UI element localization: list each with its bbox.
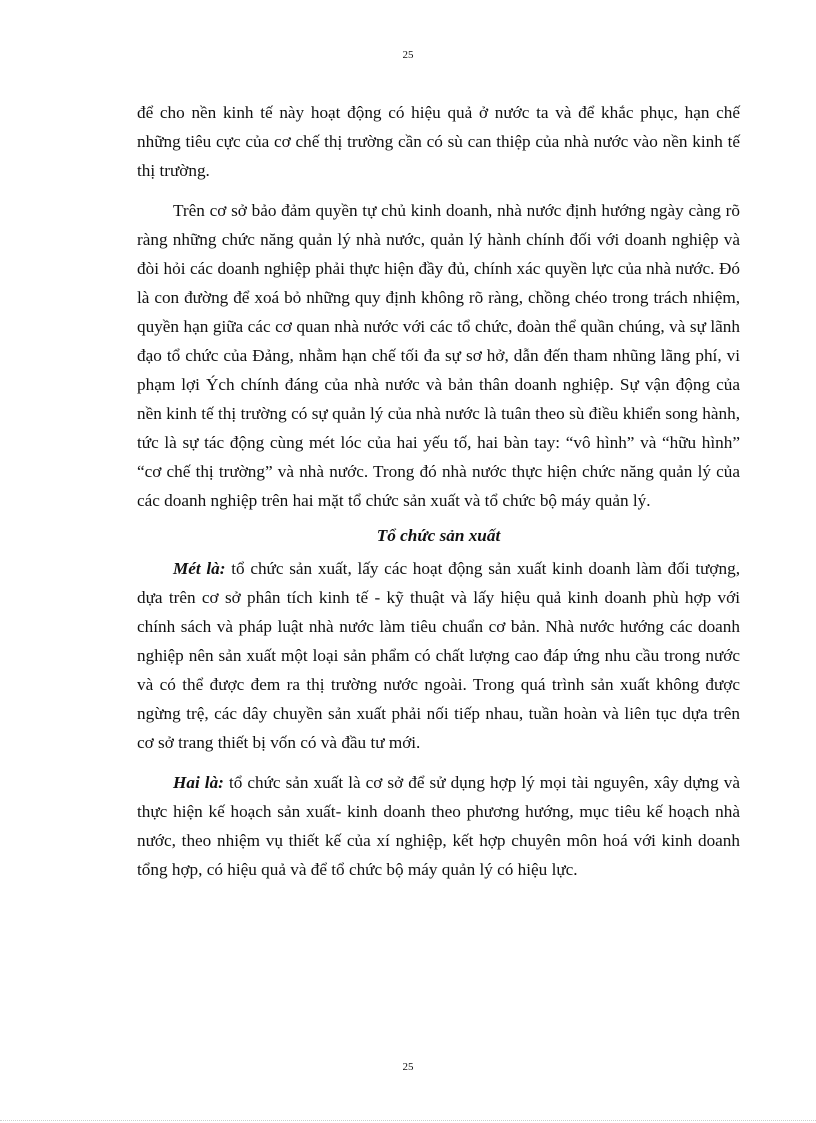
paragraph-4 [137, 768, 740, 884]
page-number-top: 25 [402, 49, 414, 61]
section-heading: Tổ chức sản xuất [376, 526, 501, 545]
document-body [137, 98, 740, 884]
paragraph-3 [137, 554, 740, 757]
page-number-bottom: 25 [402, 1061, 414, 1073]
page-bottom-divider [0, 1120, 816, 1121]
paragraph-2: Trên cơ sở bảo đảm quyền tự chủ kinh doanh, nhà nước định hướng ngày càng rõ ràng những chức năng quản lý nhà nước, quản lý hành chính đối với doanh nghiệp và đòi hỏi các doanh nghiệp phải thực hiện đầy đủ, chính xác quyền lực của nhà nước. Đó là con đường để xoá bỏ những quy định không rõ ràng, chồng chéo trong trách nhiệm, quyền hạn giữa các cơ quan nhà nước với các tổ chức, đoàn thể quần chúng, và sự lãnh đạo tổ chức của Đảng, nhằm hạn chế tối đa sự sơ hở, dẫn đến tham nhũng lãng phí, vi phạm lợi Ých chính đáng của nhà nước và bản thân doanh nghiệp. Sự vận động của nền kinh tế thị trường có sự quản lý của nhà nước là tuân theo sù điều khiển song hành, tức là sự tác động cùng mét lóc của hai yếu tố, hai bàn tay: “vô hình” và “hữu hình” “cơ chế thị trường” và nhà nước. Trong đó nhà nước thực hiện chức năng quản lý của các doanh nghiệp trên hai mặt tổ chức sản xuất và tổ chức bộ máy quản lý. [137, 201, 740, 510]
paragraph-1: để cho nền kinh tế này hoạt động có hiệu quả ở nước ta và để khắc phục, hạn chế những tiêu cực của cơ chế thị trường cần có sù can thiệp của nhà nước vào nền kinh tế thị trường. [137, 103, 740, 180]
paragraph-3-text: tổ chức sản xuất, lấy các hoạt động sản xuất kinh doanh làm đối tượng, dựa trên cơ sở phân tích kinh tế - kỹ thuật và lấy hiệu quả kinh doanh phù hợp với chính sách và pháp luật nhà nước làm tiêu chuẩn cơ bản. Nhà nước hướng các doanh nghiệp nên sản xuất một loại sản phẩm có chất lượng cao đáp ứng nhu cầu trong nước và có thể được đem ra thị trường nước ngoài. Trong quá trình sản xuất không được ngừng trệ, các dây chuyền sản xuất phải nối tiếp nhau, tuần hoàn và liên tục dựa trên cơ sở trang thiết bị vốn có và đầu tư mới. [137, 559, 741, 752]
paragraph-4-text: tổ chức sản xuất là cơ sở để sử dụng hợp lý mọi tài nguyên, xây dựng và thực hiện kế hoạch sản xuất- kinh doanh theo phương hướng, mục tiêu kế hoạch nhà nước, theo nhiệm vụ thiết kế của xí nghiệp, kết hợp chuyên môn hoá với kinh doanh tổng hợp, có hiệu quả và để tổ chức bộ máy quản lý có hiệu lực. [137, 773, 740, 879]
paragraph-3-lead: Mét là: [173, 559, 226, 578]
paragraph-4-lead: Hai là: [173, 773, 224, 792]
